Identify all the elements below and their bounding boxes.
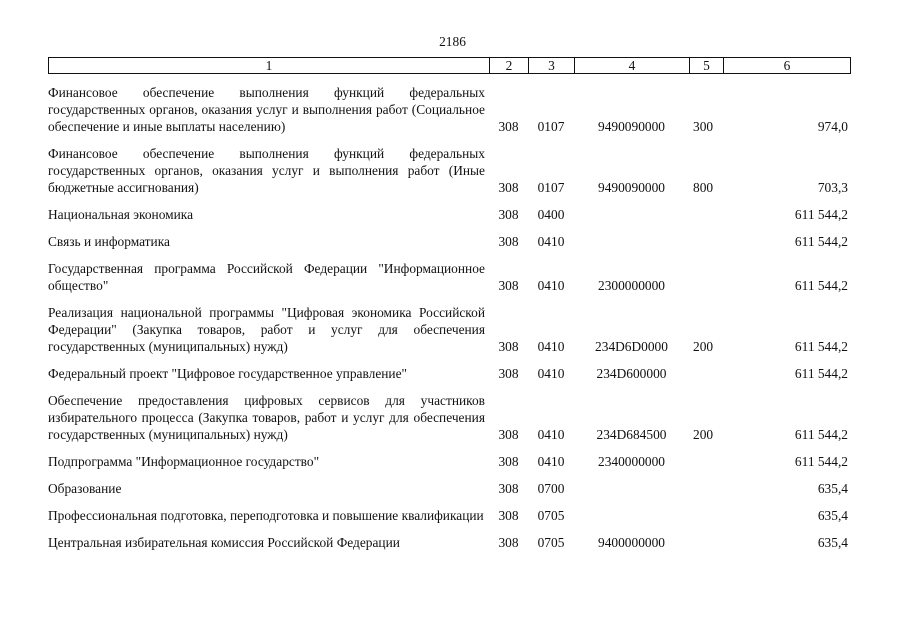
column-header-table bbox=[48, 57, 851, 74]
row-sum: 635,4 bbox=[817, 481, 848, 496]
row-sum: 611 544,2 bbox=[794, 278, 848, 293]
row-ministry-code: 308 bbox=[498, 481, 519, 496]
row-section-code: 0705 bbox=[537, 535, 565, 550]
row-ministry-code: 308 bbox=[498, 207, 519, 222]
row-section-code: 0410 bbox=[537, 234, 565, 249]
row-name: Государственная программа Российской Федерации "Информационное общество" bbox=[48, 261, 485, 293]
row-sum: 611 544,2 bbox=[794, 454, 848, 469]
row-expense-type: 200 bbox=[693, 427, 714, 442]
budget-table bbox=[48, 84, 850, 551]
table-row bbox=[48, 453, 850, 470]
row-name: Центральная избирательная комиссия Российской Федерации bbox=[48, 535, 400, 550]
row-section-code: 0705 bbox=[537, 508, 565, 523]
row-name: Обеспечение предоставления цифровых сервисов для участников избирательного процесса (Закупка товаров, работ и услуг для обеспечения государственных (муниципальных) нужд) bbox=[48, 393, 485, 442]
row-section-code: 0410 bbox=[537, 339, 565, 354]
row-sum: 611 544,2 bbox=[794, 207, 848, 222]
row-name: Финансовое обеспечение выполнения функций федеральных государственных органов, оказания услуг и выполнения работ (Социальное обеспечение и иные выплаты населению) bbox=[48, 85, 485, 134]
row-sum: 635,4 bbox=[817, 535, 848, 550]
table-row bbox=[48, 392, 850, 443]
row-sum: 611 544,2 bbox=[794, 427, 848, 442]
row-section-code: 0107 bbox=[537, 180, 565, 195]
row-expense-type bbox=[689, 206, 723, 223]
row-section-code: 0410 bbox=[537, 366, 565, 381]
row-name: Профессиональная подготовка, переподготовка и повышение квалификации bbox=[48, 508, 484, 523]
row-expense-type bbox=[689, 233, 723, 250]
table-row bbox=[48, 507, 850, 524]
row-sum: 703,3 bbox=[817, 180, 848, 195]
row-name: Реализация национальной программы "Цифровая экономика Российской Федерации" (Закупка товаров, работ и услуг для обеспечения государственных (муниципальных) нужд) bbox=[48, 305, 485, 354]
row-target-article bbox=[574, 480, 689, 497]
row-ministry-code: 308 bbox=[498, 535, 519, 550]
row-ministry-code: 308 bbox=[498, 180, 519, 195]
table-row bbox=[48, 304, 850, 355]
row-target-article bbox=[574, 233, 689, 250]
row-target-article: 2300000000 bbox=[598, 278, 665, 293]
table-row bbox=[48, 206, 850, 223]
row-section-code: 0400 bbox=[537, 207, 565, 222]
row-ministry-code: 308 bbox=[498, 339, 519, 354]
row-expense-type: 300 bbox=[693, 119, 714, 134]
row-sum: 611 544,2 bbox=[794, 234, 848, 249]
column-header-3: 3 bbox=[529, 58, 575, 74]
row-name: Национальная экономика bbox=[48, 207, 194, 222]
row-ministry-code: 308 bbox=[498, 119, 519, 134]
row-expense-type bbox=[689, 260, 723, 294]
table-row bbox=[48, 480, 850, 497]
row-target-article: 234D600000 bbox=[596, 366, 667, 381]
row-target-article bbox=[574, 206, 689, 223]
row-section-code: 0410 bbox=[537, 454, 565, 469]
row-ministry-code: 308 bbox=[498, 234, 519, 249]
column-header-2: 2 bbox=[490, 58, 529, 74]
row-target-article: 9400000000 bbox=[598, 535, 665, 550]
row-section-code: 0410 bbox=[537, 278, 565, 293]
table-row bbox=[48, 534, 850, 551]
row-expense-type bbox=[689, 507, 723, 524]
row-target-article: 234D684500 bbox=[596, 427, 667, 442]
column-header-6: 6 bbox=[724, 58, 851, 74]
row-target-article bbox=[574, 507, 689, 524]
row-target-article: 9490090000 bbox=[598, 119, 665, 134]
row-target-article: 234D6D0000 bbox=[595, 339, 668, 354]
column-header-4: 4 bbox=[575, 58, 690, 74]
row-expense-type bbox=[689, 453, 723, 470]
row-expense-type bbox=[689, 365, 723, 382]
row-name: Финансовое обеспечение выполнения функций федеральных государственных органов, оказания услуг и выполнения работ (Иные бюджетные ассигнования) bbox=[48, 146, 485, 195]
row-section-code: 0410 bbox=[537, 427, 565, 442]
column-header-row bbox=[49, 58, 851, 74]
page-number: 2186 bbox=[439, 34, 466, 49]
row-expense-type: 200 bbox=[693, 339, 714, 354]
row-expense-type bbox=[689, 534, 723, 551]
row-ministry-code: 308 bbox=[498, 454, 519, 469]
row-ministry-code: 308 bbox=[498, 427, 519, 442]
table-row bbox=[48, 260, 850, 294]
column-header-5: 5 bbox=[690, 58, 724, 74]
row-section-code: 0700 bbox=[537, 481, 565, 496]
row-sum: 974,0 bbox=[817, 119, 848, 134]
row-sum: 611 544,2 bbox=[794, 366, 848, 381]
row-target-article: 2340000000 bbox=[598, 454, 665, 469]
table-row bbox=[48, 365, 850, 382]
row-ministry-code: 308 bbox=[498, 508, 519, 523]
row-name: Федеральный проект "Цифровое государственное управление" bbox=[48, 366, 408, 381]
row-expense-type: 800 bbox=[693, 180, 714, 195]
row-name: Связь и информатика bbox=[48, 234, 170, 249]
row-sum: 635,4 bbox=[817, 508, 848, 523]
row-ministry-code: 308 bbox=[498, 366, 519, 381]
budget-table-body bbox=[48, 84, 850, 551]
row-ministry-code: 308 bbox=[498, 278, 519, 293]
row-section-code: 0107 bbox=[537, 119, 565, 134]
table-row bbox=[48, 84, 850, 135]
table-row bbox=[48, 145, 850, 196]
row-sum: 611 544,2 bbox=[794, 339, 848, 354]
column-header-1: 1 bbox=[49, 58, 490, 74]
row-name: Подпрограмма "Информационное государство" bbox=[48, 454, 320, 469]
table-row bbox=[48, 233, 850, 250]
row-target-article: 9490090000 bbox=[598, 180, 665, 195]
row-expense-type bbox=[689, 480, 723, 497]
row-name: Образование bbox=[48, 481, 122, 496]
